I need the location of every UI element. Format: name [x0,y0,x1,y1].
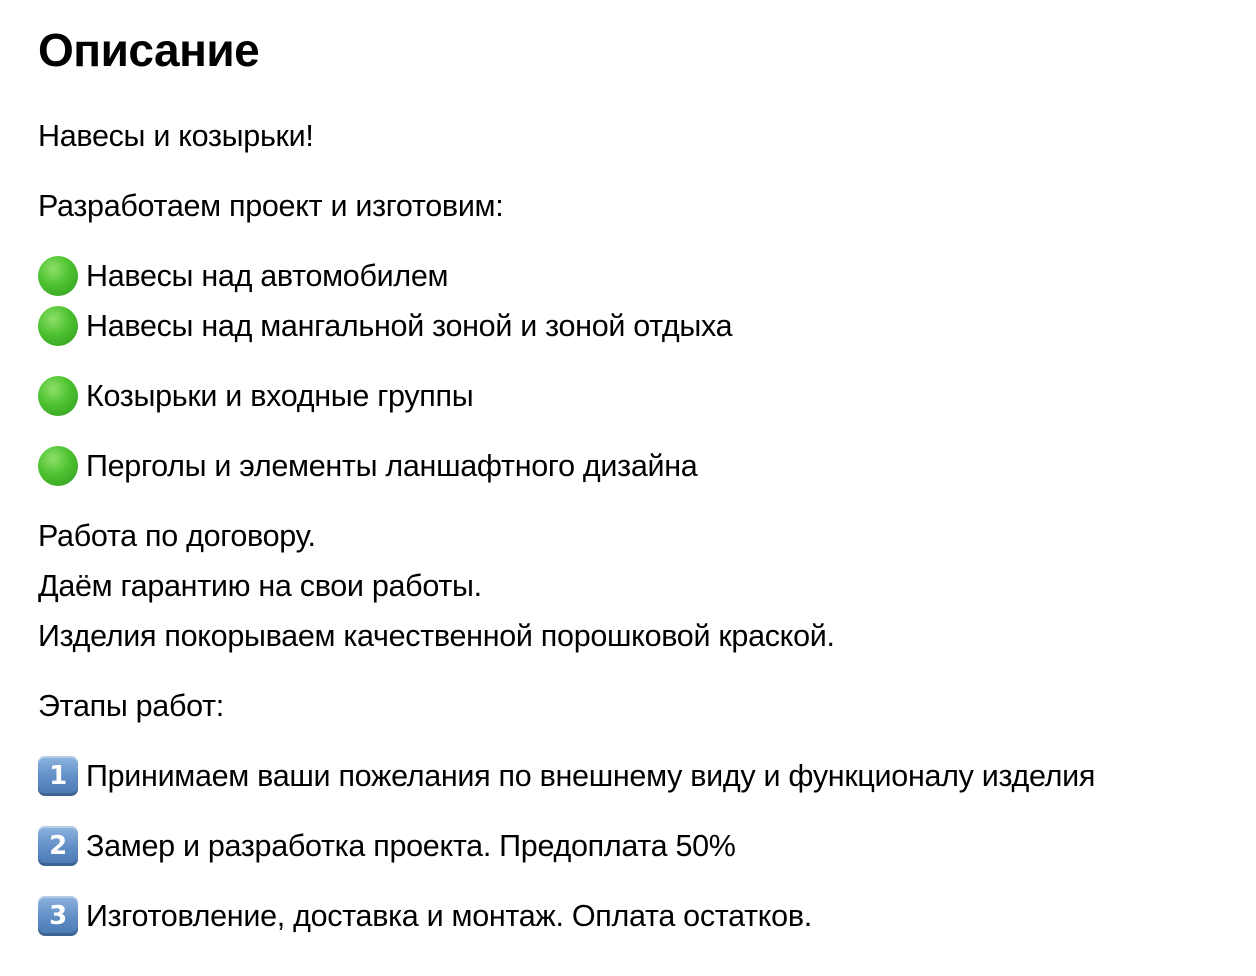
green-circle-icon [38,446,78,486]
intro-text: Навесы и козырьки! [38,119,314,153]
offer-item-cars [38,256,448,296]
offer-heading: Разработаем проект и изготовим: [38,189,504,223]
green-circle-icon [38,306,78,346]
note-guarantee: Даём гарантию на свои работы. [38,569,482,603]
offer-item-label: Перголы и элементы ланшафтного дизайна [86,449,698,483]
stage-item-label: Замер и разработка проекта. Предоплата 50% [86,829,736,863]
stage-item-2 [38,826,736,866]
stage-item-3 [38,896,812,936]
stage-item-label: Принимаем ваши пожелания по внешнему виду и функционалу изделия [86,759,1096,793]
note-paint: Изделия покорываем качественной порошковой краской. [38,619,835,653]
offer-item-canopies [38,376,473,416]
description-title: Описание [38,24,260,76]
stages-heading: Этапы работ: [38,689,224,723]
green-circle-icon [38,256,78,296]
offer-item-bbq [38,306,732,346]
offer-item-label: Навесы над автомобилем [86,259,449,293]
offer-item-label: Навесы над мангальной зоной и зоной отдыха [86,309,733,343]
offer-item-pergolas [38,446,697,486]
keycap-digit-three-icon: 3 [38,896,78,936]
keycap-digit-two-icon: 2 [38,826,78,866]
keycap-digit-one-icon: 1 [38,756,78,796]
green-circle-icon [38,376,78,416]
stage-item-label: Изготовление, доставка и монтаж. Оплата остатков. [86,899,812,933]
note-contract: Работа по договору. [38,519,316,553]
offer-item-label: Козырьки и входные группы [86,379,474,413]
stage-item-1 [38,756,1095,796]
